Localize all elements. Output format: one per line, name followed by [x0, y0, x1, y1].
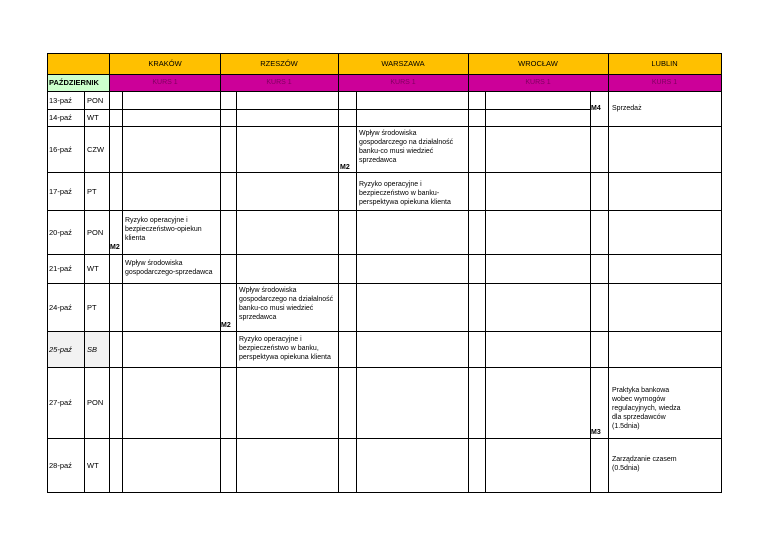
day-cell: WT — [87, 460, 99, 470]
course-wroclaw: KURS 1 — [468, 74, 608, 91]
grid-line — [47, 331, 721, 332]
day-cell: PON — [87, 95, 104, 105]
month-label: PAŹDZIERNIK — [47, 74, 110, 91]
header-blank — [47, 53, 110, 74]
rzeszow-m2-label: M2 — [221, 322, 231, 329]
grid-line — [47, 74, 721, 75]
day-cell: PON — [87, 398, 104, 407]
warszawa-entry-b: Ryzyko operacyjne i bezpieczeństwo w banku-perspektywa opiekuna klienta — [359, 181, 451, 206]
grid-line — [122, 254, 221, 255]
grid-line — [47, 53, 721, 54]
grid-line — [608, 438, 722, 439]
grid-line — [468, 53, 469, 493]
day-cell: SB — [87, 344, 98, 354]
krakow-entry-a: Ryzyko operacyjne i bezpieczeństwo-opiekun klienta — [125, 217, 202, 242]
day-cell: PT — [87, 302, 97, 312]
warszawa-m2-label: M2 — [340, 164, 350, 171]
lublin-m3-label: M3 — [591, 429, 601, 436]
lublin-entry-m3-b: Zarządzanie czasem (0.5dnia) — [612, 456, 677, 472]
date-cell: 24-paź — [49, 302, 72, 312]
course-warszawa: KURS 1 — [338, 74, 468, 91]
day-cell: WT — [87, 264, 99, 273]
grid-line — [84, 91, 85, 493]
city-warszawa: WARSZAWA — [338, 53, 468, 74]
date-cell: 25-paź — [49, 344, 72, 354]
day-cell: PON — [87, 227, 104, 237]
city-wroclaw: WROCŁAW — [468, 53, 608, 74]
course-rzeszow: KURS 1 — [220, 74, 338, 91]
date-cell: 21-paź — [49, 264, 72, 273]
day-cell: CZW — [87, 144, 105, 154]
krakow-m2-label: M2 — [110, 244, 120, 251]
date-cell: 16-paź — [49, 144, 72, 154]
date-cell: 14-paź — [49, 113, 72, 122]
grid-line — [236, 331, 339, 332]
grid-line — [356, 172, 469, 173]
course-krakow: KURS 1 — [110, 74, 220, 91]
course-lublin: KURS 1 — [608, 74, 721, 91]
lublin-entry-m4: Sprzedaż — [612, 105, 642, 112]
rzeszow-entry-a: Wpływ środowiska gospodarczego na działalność banku-co musi wiedzieć sprzedawca — [239, 287, 334, 321]
city-rzeszow: RZESZÓW — [220, 53, 338, 74]
city-lublin: LUBLIN — [608, 53, 721, 74]
day-cell: WT — [87, 113, 99, 122]
grid-line — [109, 53, 110, 493]
date-cell: 17-paź — [49, 186, 72, 196]
lublin-m4-label: M4 — [591, 105, 601, 112]
grid-line — [47, 109, 590, 110]
warszawa-entry-a: Wpływ środowiska gospodarczego na działalność banku-co musi wiedzieć sprzedawca — [359, 130, 454, 164]
city-krakow: KRAKÓW — [110, 53, 220, 74]
date-cell: 27-paź — [49, 398, 72, 407]
date-cell: 13-paź — [49, 95, 72, 105]
grid-line — [338, 53, 339, 493]
lublin-entry-m3-a: Praktyka bankowa wobec wymogów regulacyjnych, wiedza dla sprzedawców (1.5dnia) — [612, 387, 681, 430]
grid-line — [47, 53, 48, 493]
krakow-entry-b: Wpływ środowiska gospodarczego-sprzedawca — [125, 260, 213, 276]
grid-line — [485, 91, 486, 493]
day-cell: PT — [87, 186, 97, 196]
date-cell: 28-paź — [49, 460, 72, 470]
date-cell: 20-paź — [49, 227, 72, 237]
grid-line — [122, 91, 123, 493]
rzeszow-entry-b: Ryzyko operacyjne i bezpieczeństwo w banku, perspektywa opiekuna klienta — [239, 336, 331, 361]
